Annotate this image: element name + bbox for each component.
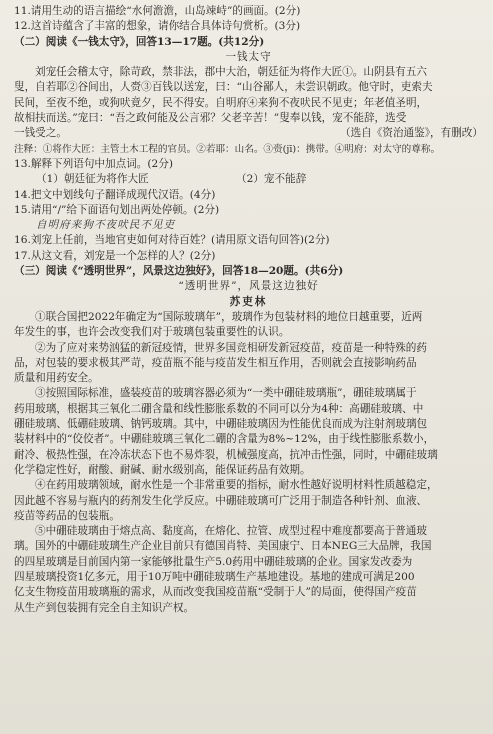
passage-2-line: 刘宠任会稽太守，除苛政，禁非法，郡中大治，朝廷征为将作大匠①。山阴县有五六 bbox=[35, 66, 427, 79]
passage-3-title: “透明世界”，风景这边独好 bbox=[178, 280, 319, 293]
passage-3-author: 苏吏林 bbox=[229, 295, 268, 308]
footnotes: 注释：①将作大匠：主管土木工程的官员。②若耶：山名。③赍(jī)：携带。④明府：对太守的尊称。 bbox=[14, 143, 441, 155]
passage-3-line: 亿支生物疫苗用玻璃瓶的需求，从而改变我国疫苗瓶“受制于人”的局面，使得国产疫苗 bbox=[14, 586, 417, 599]
passage-3-line: 疫苗等药品的包装瓶。 bbox=[14, 509, 120, 522]
passage-3-line: ②为了应对来势汹猛的新冠疫情，世界多国竞相研发新冠疫苗，疫苗是一种特殊的药 bbox=[35, 341, 427, 354]
passage-2-title: 一钱太守 bbox=[225, 50, 272, 63]
section-3-heading: （三）阅读《“透明世界”，风景这边独好》，回答18—20题。(共6分) bbox=[14, 265, 344, 278]
passage-3-line: 的四星玻璃是目前国内第一家能够批量生产5.0药用中硼硅玻璃的企业。国家发改委为 bbox=[14, 555, 413, 568]
question-16: 16.刘宠上任前，当地官吏如何对待百姓？(请用原文语句回答)(2分) bbox=[14, 234, 330, 247]
question-12: 12.这首诗蕴含了丰富的想象，请你结合具体诗句赏析。(3分) bbox=[14, 20, 301, 33]
passage-3-line: 四星玻璃投资1亿多元，用于10万吨中硼硅玻璃生产基地建设。基地的建成可满足200 bbox=[14, 570, 415, 583]
question-14: 14.把文中划线句子翻译成现代汉语。(4分) bbox=[14, 188, 216, 201]
passage-3-line: 璃。国外的中硼硅玻璃生产企业目前只有德国肖特、美国康宁、日本NEG三大品牌，我国 bbox=[14, 540, 432, 553]
question-13: 13.解释下列语句中加点词。(2分) bbox=[14, 157, 173, 170]
passage-3-line: ①联合国把2022年确定为“国际玻璃年”，玻璃作为包装材料的地位日越重要，近两 bbox=[35, 310, 423, 323]
passage-3-line: 品，对包装的要求极其严苛，疫苗瓶不能与疫苗发生相互作用，否则就会直接影响药品 bbox=[14, 356, 417, 369]
question-11: 11.请用生动的语言描绘“水何澹澹，山岛竦峙”的画面。(2分) bbox=[14, 5, 301, 17]
passage-3-line: 硼硅玻璃、低硼硅玻璃、钠钙玻璃。其中，中硼硅玻璃因为性能优良而成为注射剂玻璃包 bbox=[14, 418, 428, 431]
question-15: 15.请用“/”给下面语句划出两处停顿。(2分) bbox=[14, 203, 220, 216]
question-13-item-1: （1）朝廷征为将作大匠 bbox=[36, 173, 149, 186]
passage-2-last-line: 一钱受之。 bbox=[14, 127, 67, 140]
passage-3-line: 因此越不容易与瓶内的药剂发生化学反应。中硼硅玻璃可广泛用于制造各种针剂、血液、 bbox=[14, 494, 428, 507]
passage-3-line: 从生产到包装拥有完全自主知识产权。 bbox=[14, 601, 195, 614]
question-13-items bbox=[14, 172, 483, 187]
passage-3-line: ⑤中硼硅玻璃由于熔点高、黏度高，在熔化、拉管、成型过程中难度都要高于普通玻 bbox=[35, 525, 427, 538]
question-17: 17.从这文看，刘宠是一个怎样的人？(2分) bbox=[14, 249, 216, 262]
section-2-heading: （二）阅读《一钱太守》，回答13—17题。(共12分) bbox=[14, 35, 265, 48]
passage-3-line: 化学稳定性好，耐酸、耐碱、耐水级别高，能保证药品有效期。 bbox=[14, 463, 311, 476]
passage-3-line: 耐冷、极热性强，在冷冻状态下也不易炸裂，机械强度高，抗冲击性强，同时，中硼硅玻璃 bbox=[14, 448, 438, 461]
passage-3-line: 药用玻璃，根据其三氧化二硼含量和线性膨胀系数的不同可以分为4种：高硼硅玻璃、中 bbox=[14, 402, 424, 415]
passage-2-source: （选自《资治通鉴》，有删改） bbox=[339, 127, 483, 140]
passage-3-line: 装材料中的“佼佼者”。中硼硅玻璃三氧化二硼的含量为8%~12%，由于线性膨胀系数小， bbox=[14, 433, 435, 446]
passage-2-line: 叟，自若耶②谷间出，人赍③百钱以送宠，曰：“山谷鄙人，未尝识朝政。他守时，吏索夫 bbox=[14, 81, 433, 94]
passage-3-line: 年发生的事，也许会改变我们对于玻璃包装重要性的认识。 bbox=[14, 326, 290, 339]
passage-3-line: ④在药用玻璃领域，耐水性是一个非常重要的指标，耐水性越好说明材料性质越稳定， bbox=[35, 479, 438, 492]
passage-2-line bbox=[14, 126, 483, 141]
question-13-item-2: （2）宠不能辞 bbox=[236, 173, 307, 186]
passage-2-line: 故相扶而送。”宠曰：“吾之政何能及公言邪？父老辛苦！”叟奉以钱，宠不能辞，选受 bbox=[14, 112, 407, 125]
question-15-sentence: 自明府来狗不夜吠民不见吏 bbox=[36, 219, 176, 232]
passage-3-line: 质量和用药安全。 bbox=[14, 372, 99, 385]
passage-2-line: 民间，至夜不绝，或狗吠竟夕，民不得安。自明府④来狗不夜吠民不见吏；年老值圣明， bbox=[14, 96, 428, 109]
passage-3-line: ③按照国际标准，盛装疫苗的玻璃容器必须为“一类中硼硅玻璃瓶”，硼硅玻璃属于 bbox=[35, 387, 417, 400]
